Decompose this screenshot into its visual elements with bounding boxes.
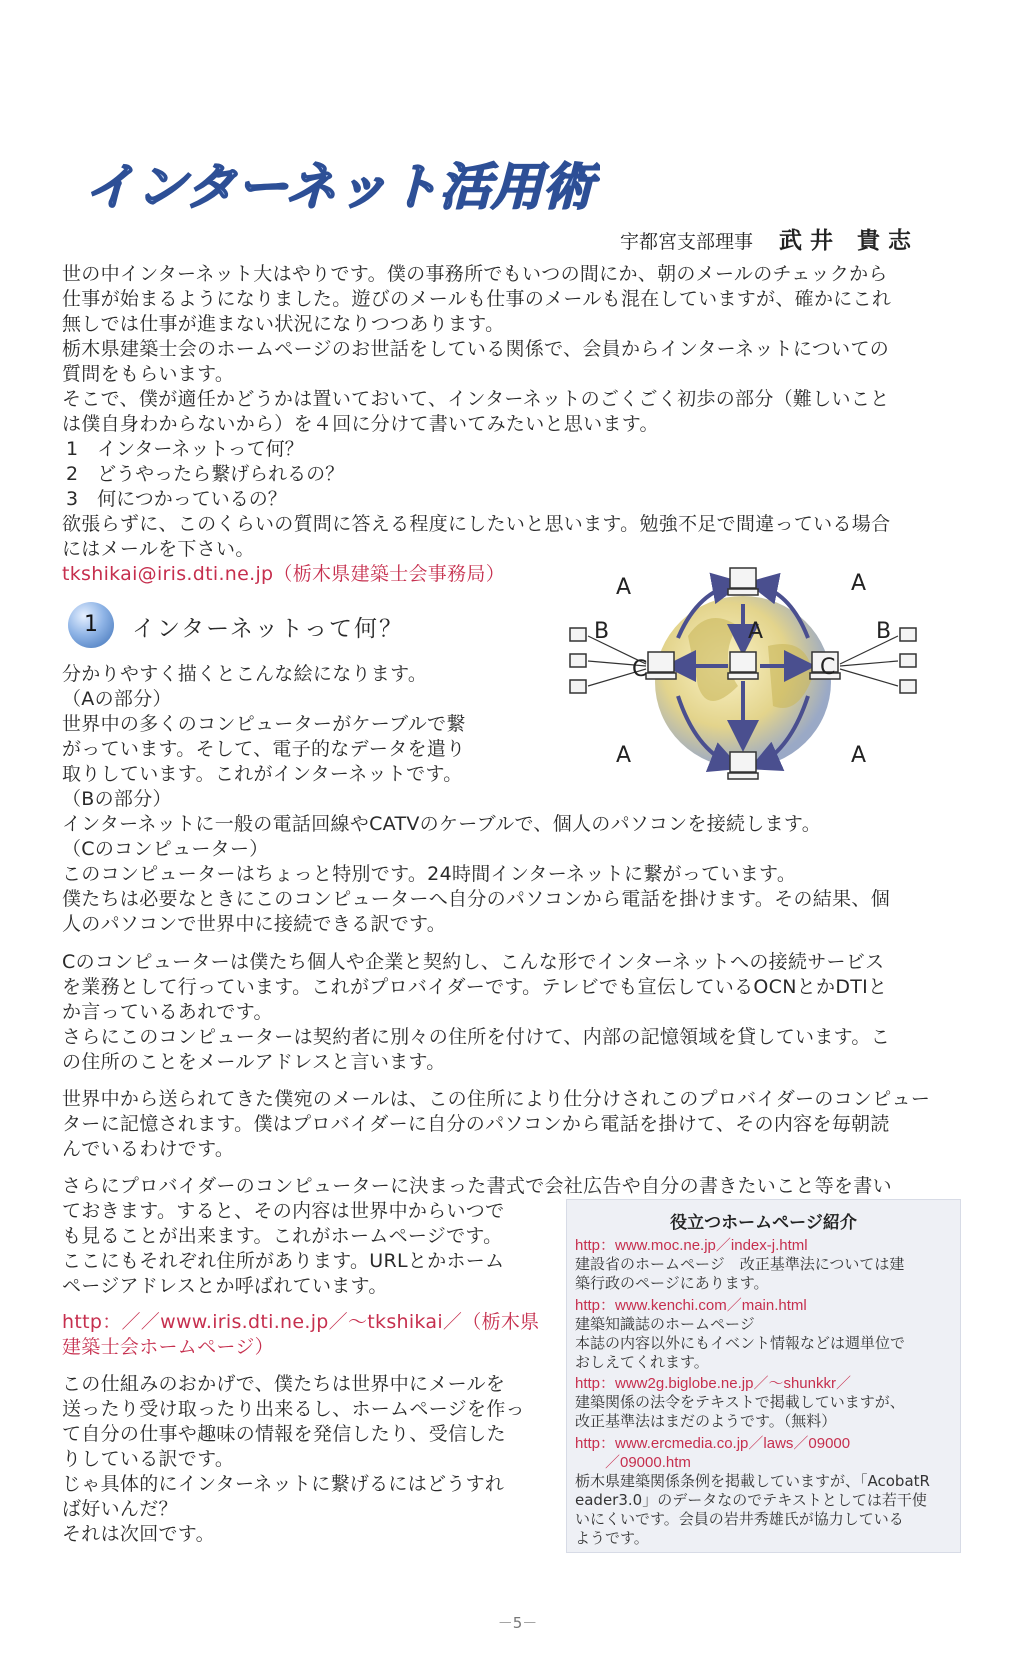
intro-paragraph-1: 世の中インターネット大はやりです。僕の事務所でもいつの間にか、朝のメールのチェックから 仕事が始まるようになりました。遊びのメールも仕事のメールも混在していますが、確かにこれ 無しでは仕事が進まない状況になりつつあります。 栃木県建築士会のホームページのお世話をしている関係で、会員からインターネットについての 質問をもらいます。 そこで、僕が適任かどうかは置いておいて、インターネットのごくごく初歩の部分（難しいこと は僕自身わからないから）を４回に分けて書いてみたいと思います。 — [62, 263, 892, 435]
b-line-right-2 — [840, 661, 898, 666]
homepage-url-link[interactable]: http：／／www.iris.dti.ne.jp／～tkshikai／（栃木県 建築士会ホームページ） — [62, 1311, 540, 1358]
label-a-bottom-left: A — [616, 743, 632, 768]
sidebar-item-url[interactable]: http：www.moc.ne.jp／index-j.html — [575, 1237, 808, 1254]
intro-list-item-2: 2 どうやったら繋げられるの？ — [66, 463, 345, 485]
pc-b-right-2-icon — [900, 654, 916, 667]
pc-b-right-1-icon — [900, 628, 916, 641]
author-line — [620, 222, 919, 255]
title-text: インターネット活用術 — [84, 158, 600, 216]
closing-paragraph: この仕組みのおかげで、僕たちは世界中にメールを 送ったり受け取ったり出来るし、ホームページを作っ て自分の仕事や趣味の情報を発信したり、受信した りしている訳です。 じゃ具体的にインターネットに繋げるにはどうすれ ば好いんだ？ それは次回です。 — [62, 1373, 525, 1545]
sidebar-item-desc: 建築知識誌のホームページ 本誌の内容以外にもイベント情報などは週単位で おしえてくれます。 — [575, 1315, 906, 1371]
computer-top-icon — [730, 568, 756, 588]
label-a-bottom-right: A — [851, 743, 867, 768]
sidebar-item — [575, 1296, 951, 1372]
diagram-explanation: 分かりやすく描くとこんな絵になります。 （Aの部分） 世界中の多くのコンピューターがケーブルで繋 がっています。そして、電子的なデータを遣り 取りしています。これがインターネットです。 （Bの部分） — [62, 663, 466, 810]
computer-c-left-base — [646, 673, 676, 679]
label-a-top-right: A — [851, 571, 867, 596]
label-c-right: C — [820, 655, 836, 680]
sidebar-item-desc: 栃木県建築関係条例を掲載していますが、「AcobatR eader3.0」のデータなのでテキストとしては若干使 いにくいです。会員の岩井秀雄氏が協力している ようです。 — [575, 1472, 930, 1547]
computer-center-base — [728, 673, 758, 679]
intro-list-item-3: 3 何につかっているの？ — [66, 488, 287, 510]
homepage-paragraph-rest: ておきます。すると、その内容は世界中からいつで も見ることが出来ます。これがホームページです。 ここにもそれぞれ住所があります。URLとかホーム ページアドレスとか呼ばれています。 — [62, 1200, 505, 1297]
author-name: 武井 貴志 — [779, 228, 920, 254]
author-role: 宇都宮支部理事 — [620, 231, 754, 253]
pc-b-left-1-icon — [570, 628, 586, 641]
b-c-explanation: インターネットに一般の電話回線やCATVのケーブルで、個人のパソコンを接続します。 （Cのコンピューター） このコンピューターはちょっと特別です。24時間インターネットに繋がっています。 僕たちは必要なときにこのコンピューターへ自分のパソコンから電話を掛けます。その結果、個 人のパソコンで世界中に接続できる訳です。 — [62, 813, 891, 935]
label-c-left: C — [632, 657, 648, 682]
internet-diagram — [568, 566, 918, 798]
pc-b-left-2-icon — [570, 654, 586, 667]
sidebar-item-url[interactable]: http：www.kenchi.com／main.html — [575, 1297, 807, 1314]
section-heading — [68, 602, 468, 650]
computer-bottom-base — [728, 773, 758, 779]
computer-center-icon — [730, 652, 756, 672]
sidebar-item — [575, 1236, 951, 1293]
contact-email-link[interactable]: tkshikai@iris.dti.ne.jp（栃木県建築士会事務局） — [62, 563, 506, 585]
pc-b-right-3-icon — [900, 680, 916, 693]
section-title: インターネットって何？ — [132, 616, 405, 642]
internet-diagram-svg — [568, 566, 918, 798]
provider-paragraph: Cのコンピューターは僕たち個人や企業と契約し、こんな形でインターネットへの接続サービス を業務として行っています。これがプロバイダーです。テレビでも宣伝しているOCNとかDTIと か言っているあれです。 さらにこのコンピューターは契約者に別々の住所を付けて、内部の記憶領域を貸しています。こ の住所のことをメールアドレスと言います。 — [62, 951, 891, 1073]
pc-b-left-3-icon — [570, 680, 586, 693]
b-line-right-3 — [840, 669, 898, 686]
sidebar-item — [575, 1434, 951, 1548]
sidebar-title: 役立つホームページ紹介 — [670, 1213, 857, 1233]
computer-top-base — [728, 589, 758, 595]
useful-homepages-box — [566, 1199, 961, 1553]
mail-paragraph: 世界中から送られてきた僕宛のメールは、この住所により仕分けされこのプロバイダーのコンピュー ターに記憶されます。僕はプロバイダーに自分のパソコンから電話を掛けて、その内容を毎朝読 んでいるわけです。 — [62, 1088, 931, 1160]
sidebar-item-url[interactable]: http：www2g.biglobe.ne.jp／～shunkkr／ — [575, 1375, 851, 1392]
label-a-center: A — [748, 619, 764, 644]
label-b-right: B — [876, 619, 892, 644]
sidebar-item — [575, 1374, 951, 1431]
label-b-left: B — [594, 619, 610, 644]
label-a-top-left: A — [616, 575, 632, 600]
sidebar-item-desc: 建築関係の法令をテキストで掲載していますが、 改正基準法はまだのようです。（無料） — [575, 1393, 905, 1430]
section-number-badge: 1 — [68, 602, 114, 648]
sidebar-item-desc: 建設省のホームページ 改正基準法については建 築行政のページにあります。 — [575, 1255, 905, 1292]
article-title — [80, 150, 600, 220]
computer-bottom-icon — [730, 752, 756, 772]
page-number: －5－ — [497, 1614, 538, 1632]
intro-paragraph-2: 欲張らずに、このくらいの質問に答える程度にしたいと思います。勉強不足で間違っている場合 にはメールを下さい。 — [62, 513, 891, 560]
homepage-paragraph-line1: さらにプロバイダーのコンピューターに決まった書式で会社広告や自分の書きたいこと等を書い — [62, 1175, 892, 1197]
sidebar-item-url[interactable]: http：www.ercmedia.co.jp／laws／09000 ／09000.htm — [575, 1435, 851, 1471]
intro-list-item-1: 1 インターネットって何？ — [66, 438, 304, 460]
computer-c-left-icon — [648, 652, 674, 672]
title-artwork — [80, 150, 600, 220]
